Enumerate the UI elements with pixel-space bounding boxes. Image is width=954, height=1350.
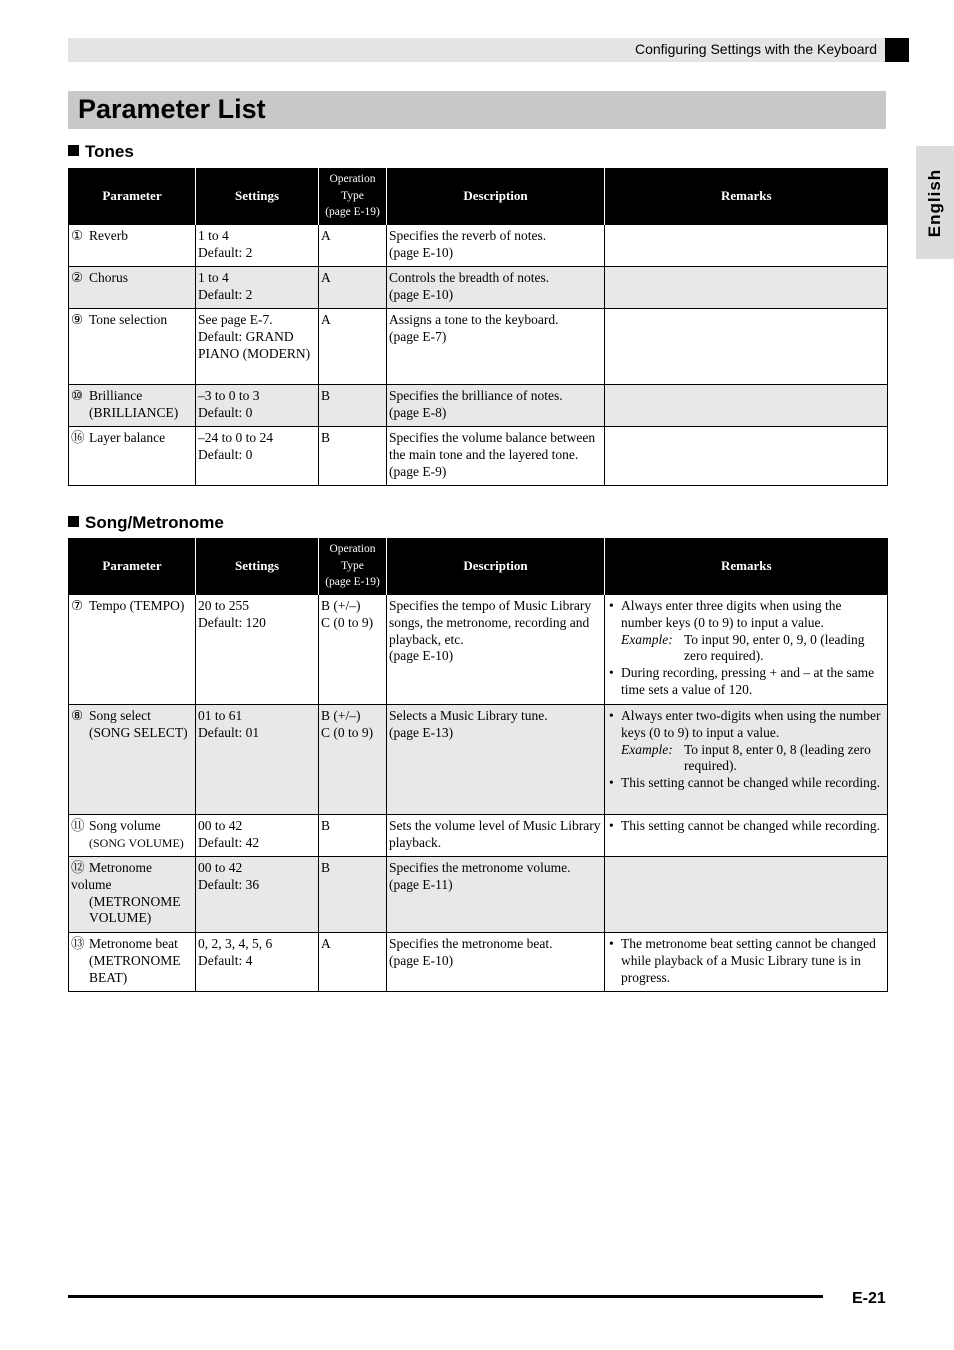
op-type-cell: A xyxy=(319,309,387,385)
op-type-cell: A xyxy=(319,225,387,267)
description-cell: Specifies the volume balance between the main tone and the layered tone. (page E-9) xyxy=(387,427,605,486)
op-type-cell: B xyxy=(319,385,387,427)
description-cell: Specifies the metronome volume. (page E-11) xyxy=(387,857,605,933)
settings-cell: 1 to 4 Default: 2 xyxy=(196,225,319,267)
col-settings: Settings xyxy=(196,538,319,595)
table-header-row xyxy=(69,538,888,595)
param-cell: ⑦ Tempo (TEMPO) xyxy=(69,595,196,705)
op-type-cell: A xyxy=(319,267,387,309)
tones-table xyxy=(68,168,888,486)
remarks-cell xyxy=(605,427,888,486)
header-marker-block xyxy=(885,38,909,62)
param-cell: ⑨ Tone selection xyxy=(69,309,196,385)
op-type-cell: B xyxy=(319,857,387,933)
remark-item: • Always enter two-digits when using the number keys (0 to 9) to input a value. Example: To input 8, enter 0, 8 (leading zero required). xyxy=(607,708,885,775)
settings-cell: 01 to 61 Default: 01 xyxy=(196,705,319,815)
table-row xyxy=(69,815,888,857)
op-type-cell: B xyxy=(319,427,387,486)
remarks-cell xyxy=(605,225,888,267)
remark-item: • Always enter three digits when using the number keys (0 to 9) to input a value. Example: To input 90, enter 0, 9, 0 (leading zero required). xyxy=(607,598,885,665)
col-description: Description xyxy=(387,168,605,225)
square-bullet-icon xyxy=(68,145,79,156)
title-bar xyxy=(68,91,886,129)
table-row xyxy=(69,857,888,933)
param-cell: ⑬ Metronome beat (METRONOME BEAT) xyxy=(69,933,196,992)
description-cell: Controls the breadth of notes. (page E-10) xyxy=(387,267,605,309)
description-cell: Sets the volume level of Music Library playback. xyxy=(387,815,605,857)
remarks-cell xyxy=(605,309,888,385)
settings-cell: –3 to 0 to 3 Default: 0 xyxy=(196,385,319,427)
col-remarks: Remarks xyxy=(605,168,888,225)
op-type-cell: B (+/–) C (0 to 9) xyxy=(319,705,387,815)
remarks-cell xyxy=(605,267,888,309)
op-type-cell: B (+/–) C (0 to 9) xyxy=(319,595,387,705)
song-metronome-heading-text: Song/Metronome xyxy=(85,513,224,532)
remarks-cell xyxy=(605,705,888,815)
table-row xyxy=(69,267,888,309)
table-row xyxy=(69,385,888,427)
footer-rule xyxy=(68,1295,823,1298)
settings-cell: See page E-7. Default: GRAND PIANO (MODERN) xyxy=(196,309,319,385)
running-header-text: Configuring Settings with the Keyboard xyxy=(634,41,877,57)
remark-item: • During recording, pressing + and – at the same time sets a value of 120. xyxy=(607,665,885,699)
language-tab xyxy=(916,146,954,259)
remarks-cell xyxy=(605,815,888,857)
param-cell: ② Chorus xyxy=(69,267,196,309)
page-number: E-21 xyxy=(852,1290,886,1307)
settings-cell: 0, 2, 3, 4, 5, 6 Default: 4 xyxy=(196,933,319,992)
remark-item: • This setting cannot be changed while recording. xyxy=(607,775,885,792)
table-row xyxy=(69,309,888,385)
remark-item: • The metronome beat setting cannot be changed while playback of a Music Library tune is in progress. xyxy=(607,936,885,986)
settings-cell: 1 to 4 Default: 2 xyxy=(196,267,319,309)
col-remarks: Remarks xyxy=(605,538,888,595)
param-cell: ⑯ Layer balance xyxy=(69,427,196,486)
op-type-cell: B xyxy=(319,815,387,857)
param-cell: ⑪ Song volume (SONG VOLUME) xyxy=(69,815,196,857)
example-note: Example: To input 8, enter 0, 8 (leading zero required). xyxy=(621,741,871,774)
remarks-cell xyxy=(605,595,888,705)
description-cell: Selects a Music Library tune. (page E-13) xyxy=(387,705,605,815)
col-operation-type: Operation Type (page E-19) xyxy=(319,168,387,225)
settings-cell: 00 to 42 Default: 36 xyxy=(196,857,319,933)
song-metronome-heading xyxy=(68,513,224,533)
remarks-cell xyxy=(605,933,888,992)
tones-heading-text: Tones xyxy=(85,142,134,161)
language-tab-label: English xyxy=(925,168,944,237)
remarks-cell xyxy=(605,857,888,933)
param-cell: ① Reverb xyxy=(69,225,196,267)
col-description: Description xyxy=(387,538,605,595)
song-metronome-table xyxy=(68,538,888,992)
tones-heading xyxy=(68,142,134,162)
col-parameter: Parameter xyxy=(69,538,196,595)
description-cell: Specifies the metronome beat. (page E-10) xyxy=(387,933,605,992)
settings-cell: –24 to 0 to 24 Default: 0 xyxy=(196,427,319,486)
description-cell: Specifies the reverb of notes. (page E-10) xyxy=(387,225,605,267)
op-type-cell: A xyxy=(319,933,387,992)
table-row xyxy=(69,427,888,486)
col-parameter: Parameter xyxy=(69,168,196,225)
table-row xyxy=(69,595,888,705)
description-cell: Assigns a tone to the keyboard. (page E-7) xyxy=(387,309,605,385)
param-cell: ⑩ Brilliance (BRILLIANCE) xyxy=(69,385,196,427)
col-operation-type: Operation Type (page E-19) xyxy=(319,538,387,595)
running-header xyxy=(68,38,885,62)
remarks-cell xyxy=(605,385,888,427)
table-header-row xyxy=(69,168,888,225)
square-bullet-icon xyxy=(68,516,79,527)
remark-item: • This setting cannot be changed while recording. xyxy=(607,818,885,835)
table-row xyxy=(69,225,888,267)
settings-cell: 00 to 42 Default: 42 xyxy=(196,815,319,857)
settings-cell: 20 to 255 Default: 120 xyxy=(196,595,319,705)
page-title: Parameter List xyxy=(78,94,266,124)
table-row xyxy=(69,933,888,992)
example-note: Example: To input 90, enter 0, 9, 0 (leading zero required). xyxy=(621,631,865,664)
param-cell: ⑧ Song select (SONG SELECT) xyxy=(69,705,196,815)
param-cell: ⑫ Metronome volume (METRONOME VOLUME) xyxy=(69,857,196,933)
description-cell: Specifies the brilliance of notes. (page E-8) xyxy=(387,385,605,427)
table-row xyxy=(69,705,888,815)
col-settings: Settings xyxy=(196,168,319,225)
description-cell: Specifies the tempo of Music Library songs, the metronome, recording and playback, etc. (page E-10) xyxy=(387,595,605,705)
